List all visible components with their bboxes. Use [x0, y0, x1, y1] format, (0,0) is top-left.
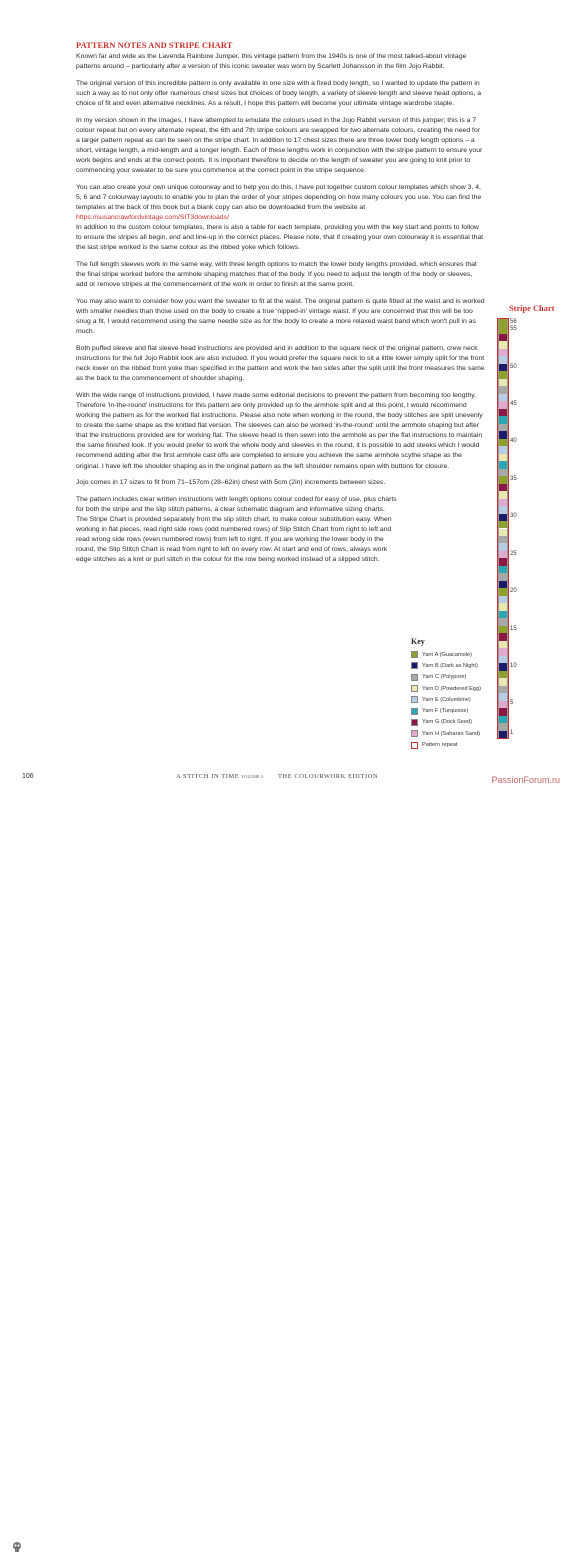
stripe-row-38	[499, 454, 507, 461]
stripe-row-19	[499, 596, 507, 603]
swatch-icon	[411, 651, 418, 658]
stripe-row-49	[499, 371, 507, 378]
stripe-row-37	[499, 461, 507, 468]
key-item	[411, 739, 501, 750]
row-label-45: 45	[510, 401, 517, 408]
key-item-label: Yarn B (Dark as Night)	[422, 662, 478, 669]
key-item	[411, 694, 501, 705]
stripe-row-43	[499, 416, 507, 423]
watermark: PassionForum.ru	[491, 775, 560, 785]
stripe-row-31	[499, 506, 507, 513]
stripe-row-23	[499, 566, 507, 573]
row-label-5: 5	[510, 700, 514, 707]
stripe-row-18	[499, 603, 507, 610]
row-label-35: 35	[510, 475, 517, 482]
stripe-row-32	[499, 499, 507, 506]
section-heading: PATTERN NOTES AND STRIPE CHART	[76, 41, 233, 50]
stripe-row-34	[499, 484, 507, 491]
paragraph-10: The pattern includes clear written instructions with length options colour coded for easy of use, plus charts for both the stripe and the slip stitch patterns, a clear schematic diagram and informative sizing charts. The Stripe Chart is provided separately from the slip stitch chart, to make colour substitution easy. When working in flat pieces, read right side rows (odd numbered rows) of Slip Stitch Chart from right to left and read wrong side rows (even numbered rows) from left to right. If you are working the lower body in the round, the Slip Stitch Chart is read from right to left on every row. At start and end of rows, always work edge stitches as a knit or purl stitch in the colour for the row being worked instead of a slipped stitch.	[76, 495, 397, 564]
key-item	[411, 705, 501, 716]
key-item	[411, 672, 501, 683]
book-title	[176, 773, 265, 780]
key-item-label: Yarn A (Guacamole)	[422, 651, 472, 658]
paragraph-4	[76, 183, 485, 254]
stripe-row-36	[499, 469, 507, 476]
book-title-text: A STITCH IN TIME	[176, 773, 240, 780]
row-label-56: 56	[510, 318, 517, 325]
stripe-row-16	[499, 618, 507, 625]
key-item-label: Yarn C (Polypore)	[422, 674, 467, 681]
row-label-1: 1	[510, 730, 514, 737]
swatch-icon	[411, 719, 418, 726]
downloads-link[interactable]: https://susancrawfordvintage.com/SIT3downloads/	[76, 214, 229, 222]
page-number: 106	[22, 773, 34, 780]
stripe-row-20	[499, 588, 507, 595]
row-label-20: 20	[510, 588, 517, 595]
page-footer	[0, 772, 566, 786]
volume-label: VOLUME 3	[241, 774, 263, 779]
stripe-row-51	[499, 356, 507, 363]
key-list	[411, 649, 501, 751]
stripe-row-54	[499, 334, 507, 341]
stripe-row-22	[499, 573, 507, 580]
swatch-icon	[411, 742, 418, 749]
stripe-row-52	[499, 349, 507, 356]
stripe-row-35	[499, 476, 507, 483]
stripe-row-28	[499, 529, 507, 536]
swatch-icon	[411, 674, 418, 681]
key-item	[411, 683, 501, 694]
swatch-icon	[411, 662, 418, 669]
skull-ornament-icon	[10, 1540, 24, 1554]
row-label-50: 50	[510, 363, 517, 370]
key-item	[411, 660, 501, 671]
stripe-row-41	[499, 431, 507, 438]
stripe-row-15	[499, 626, 507, 633]
key-item-label: Yarn E (Columbine)	[422, 696, 471, 703]
stripe-row-24	[499, 558, 507, 565]
stripe-row-46	[499, 394, 507, 401]
stripe-row-50	[499, 364, 507, 371]
row-label-30: 30	[510, 513, 517, 520]
stripe-row-29	[499, 521, 507, 528]
paragraph-8: With the wide range of instructions provided, I have made some editorial decisions to prevent the pattern from becoming too lengthy. Therefore 'in-the-round' instructions for this pattern are only provided up to the armhole split and at this point, I would recommend working the pattern as for the worked flat instructions. Please also note when working in the round, the body stitches are split unevenly to create the same shape as the knitted flat version. The sleeves can also be worked 'in-the-round' until the armhole shaping but after that the instructions provided are for working flat. The sleeve head is then sewn into the armhole as per the flat instructions to maintain the same finished look. If you would prefer to work the whole body and sleeves in the round, it is possible to add steeks which I would recommend adding after the first armhole cast offs are completed to ensure you achieve the same armhole scythe shape as the original. I have left the shoulder shaping as in the original pattern as the left shoulder remains open with buttons for closure.	[76, 391, 483, 470]
paragraph-6: You may also want to consider how you want the sweater to fit at the waist. The original pattern is quite fitted at the waist and is worked with smaller needles than those used on the body to create a true 'nipped-in' vintage waist. If you are concerned that this will be too snug a fit, I would recommend using the same needle size as for the body to create a more relaxed waist band which won't pull in as much.	[76, 297, 485, 336]
row-label-10: 10	[510, 662, 517, 669]
row-label-15: 15	[510, 625, 517, 632]
paragraph-4-text: You can also create your own unique colourway and to help you do this, I have put together custom colour templates which show 3, 4, 5, 6 and 7 colourway layouts to enable you to plan the order of your stripes depending on how many colours you use. You can find the templates at the back of this book but a blank copy can also be downloaded from the website at	[76, 183, 482, 211]
paragraph-7: Both puffed sleeve and flat sleeve head instructions are provided and in addition to the square neck of the original pattern, crew neck instructions for the full Jojo Rabbit look are also included. If you would prefer the square neck to sit a little lower simply split for the front neck lower on the ribbed front yoke than specified in the pattern and work the two sides after the split until the front measures the same as the back to the commencement of shoulder shaping.	[76, 344, 485, 383]
stripe-row-47	[499, 386, 507, 393]
stripe-row-53	[499, 341, 507, 348]
stripe-row-17	[499, 611, 507, 618]
key-item-label: Yarn H (Saharan Sand)	[422, 730, 481, 737]
stripe-row-56	[499, 319, 507, 326]
stripe-row-39	[499, 446, 507, 453]
swatch-icon	[411, 730, 418, 737]
key-title: Key	[411, 637, 425, 646]
stripe-row-33	[499, 491, 507, 498]
swatch-icon	[411, 685, 418, 692]
key-item-label: Yarn F (Turquoise)	[422, 708, 469, 715]
key-item	[411, 728, 501, 739]
paragraph-3: In my version shown in the images, I have attempted to emulate the colours used in the Jojo Rabbit version of this jumper; this is a 7 colour repeat but on every alternate repeat, the 6th and 7th stripe colours are swapped for two alternate colours, creating the need for a larger pattern repeat as can be seen on the stripe chart. In addition to 17 chest sizes there are three lower body length options – a short, vintage length, a mid-length and a longer length. Each of these lengths work in conjunction with the stripe pattern to ensure your work begins and ends at the correct points. It is important therefore to decide on the length of sweater you are going to knit prior to commencing your sweater to be sure you commence at the correct point in the stripe sequence.	[76, 116, 483, 175]
swatch-icon	[411, 708, 418, 715]
row-label-40: 40	[510, 438, 517, 445]
key-item	[411, 717, 501, 728]
stripe-row-25	[499, 551, 507, 558]
row-label-55: 55	[510, 326, 517, 333]
key-item-label: Yarn D (Powdered Egg)	[422, 685, 481, 692]
paragraph-1: Known far and wide as the Lavenda Rainbow Jumper, this vintage pattern from the 1940s is one of the most talked-about vintage patterns around – particularly after a version of this iconic sweater was worn by Scarlett Johansson in the film Jojo Rabbit.	[76, 53, 467, 71]
pattern-notes-body	[76, 52, 485, 572]
edition-title: THE COLOURWORK EDITION	[278, 773, 379, 780]
paragraph-2: The original version of this incredible pattern is only available in one size with a fixed body length, so I wanted to update the pattern in such a way as to not only offer numerous chest sizes but choices of body length, a variety of sleeve length and sleeve head options, a choice of fit and even alternative necklines. As a result, I hope this pattern will become your ultimate vintage wardrobe staple.	[76, 79, 482, 107]
stripe-row-45	[499, 401, 507, 408]
stripe-row-55	[499, 326, 507, 333]
stripe-chart-title: Stripe Chart	[509, 304, 555, 313]
stripe-row-44	[499, 409, 507, 416]
key-item	[411, 649, 501, 660]
stripe-row-30	[499, 514, 507, 521]
paragraph-9: Jojo comes in 17 sizes to fit from 71–157cm (28–62in) chest with 5cm (2in) increments between sizes.	[76, 479, 386, 487]
stripe-row-40	[499, 439, 507, 446]
stripe-row-42	[499, 424, 507, 431]
stripe-row-21	[499, 581, 507, 588]
stripe-row-27	[499, 536, 507, 543]
key-item-label: Yarn G (Dock Seed)	[422, 719, 472, 726]
stripe-row-48	[499, 379, 507, 386]
swatch-icon	[411, 696, 418, 703]
paragraph-4-continued: In addition to the custom colour templates, there is also a table for each template, providing you with the key start and points to follow to ensure the stripes all begin, end and line-up in the correct places. Please note, that if creating your own colourway it is essential that the last stripe worked is the same colour as the ribbed yoke which follows.	[76, 224, 484, 252]
yarn-key	[411, 637, 501, 751]
row-label-25: 25	[510, 550, 517, 557]
paragraph-5: The full length sleeves work in the same way, with three length options to match the lower body lengths provided, which ensures that the final stripe worked before the armhole shaping matches that of the body. If you need to adjust the length of the body or sleeves, add or remove stripes at the commencement of the work in order to finish at the same point.	[76, 261, 477, 289]
stripe-row-26	[499, 543, 507, 550]
key-item-label: Pattern repeat	[422, 742, 458, 749]
